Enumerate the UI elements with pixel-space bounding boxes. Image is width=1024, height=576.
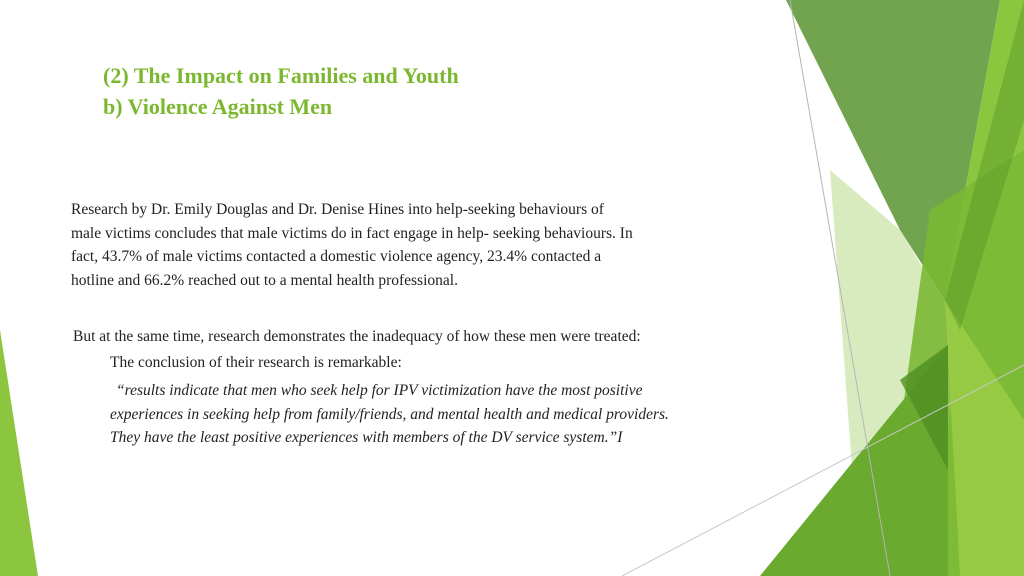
slide-title	[103, 60, 703, 122]
paragraph-line: hotline and 66.2% reached out to a mental health professional.	[71, 271, 458, 289]
research-paragraph	[71, 198, 731, 292]
paragraph-line: Research by Dr. Emily Douglas and Dr. Denise Hines into help-seeking behaviours of	[71, 201, 604, 218]
left-green-sliver	[0, 330, 38, 576]
inadequacy-paragraph: But at the same time, research demonstrates the inadequacy of how these men were treated:	[73, 328, 641, 345]
research-quote	[110, 379, 790, 450]
paragraph-line: male victims concludes that male victims do in fact engage in help- seeking behaviours. In	[71, 224, 633, 242]
title-line-2: b) Violence Against Men	[103, 94, 333, 119]
quote-line: experiences in seeking help from family/friends, and mental health and medical providers.	[110, 405, 669, 423]
paragraph-line: fact, 43.7% of male victims contacted a domestic violence agency, 23.4% contacted a	[71, 248, 602, 265]
quote-line: They have the least positive experiences with members of the DV service system.”I	[110, 429, 623, 446]
title-line-1: (2) The Impact on Families and Youth	[103, 63, 459, 88]
quote-line: “results indicate that men who seek help for IPV victimization have the most positive	[116, 382, 643, 399]
conclusion-intro: The conclusion of their research is remarkable:	[110, 354, 402, 371]
